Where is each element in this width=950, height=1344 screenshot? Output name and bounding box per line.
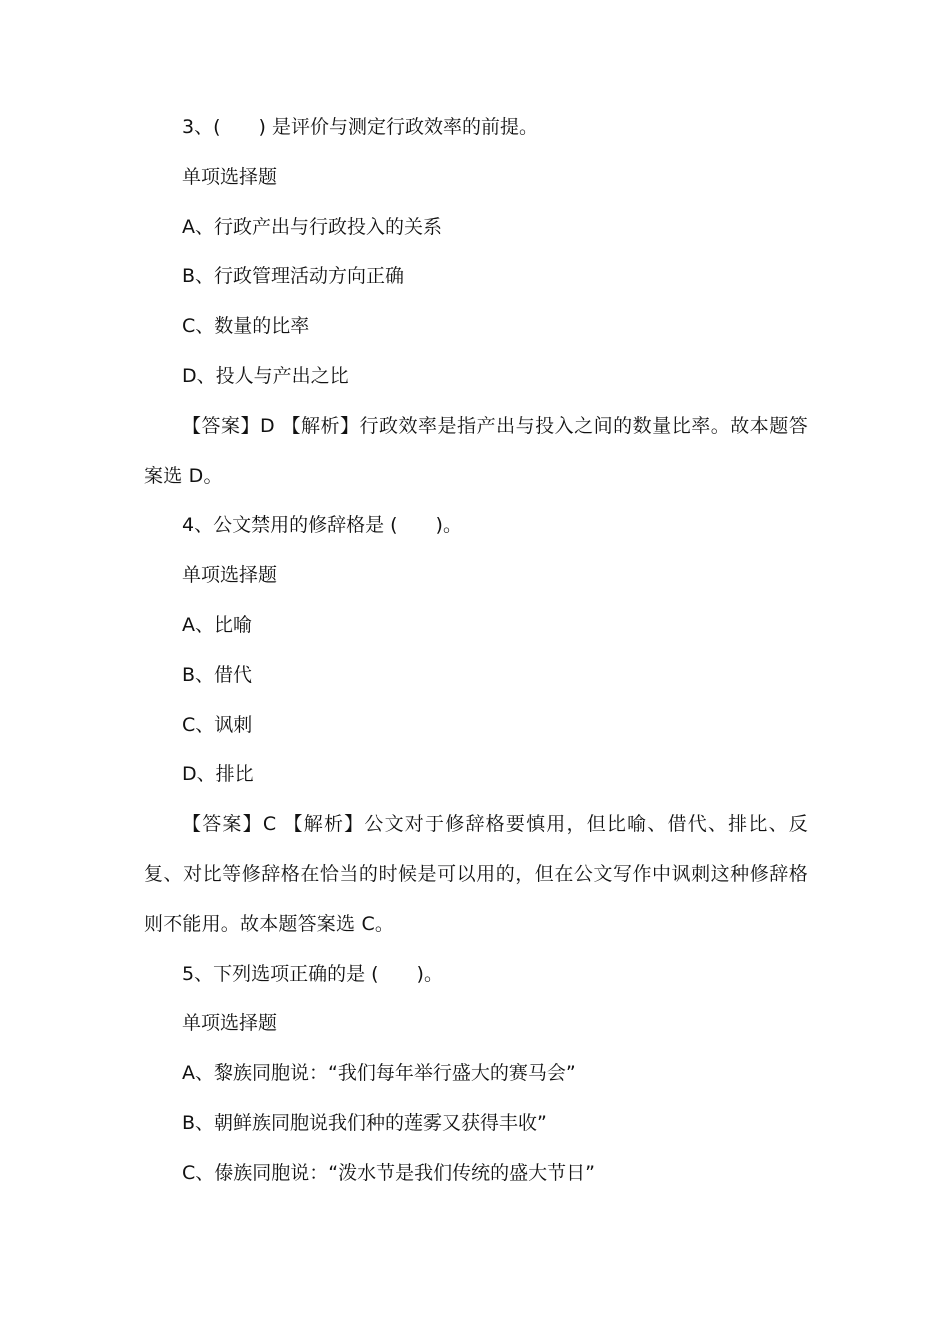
question-5-option-c: C、傣族同胞说：“泼水节是我们传统的盛大节日” — [182, 1161, 595, 1184]
question-4-option-d: D、排比 — [182, 763, 254, 786]
question-3-option-d: D、投人与产出之比 — [182, 364, 349, 387]
question-3-option-a: A、行政产出与行政投入的关系 — [182, 215, 442, 238]
document-body — [144, 103, 808, 1199]
question-5-stem: 5、下列选项正确的是 ( )。 — [182, 962, 443, 985]
question-4-type: 单项选择题 — [182, 564, 278, 587]
question-3-stem: 3、( ) 是评价与测定行政效率的前提。 — [182, 116, 538, 138]
question-5-option-a: A、黎族同胞说：“我们每年举行盛大的赛马会” — [182, 1062, 576, 1085]
question-5-option-b: B、朝鲜族同胞说我们种的莲雾又获得丰收” — [182, 1111, 547, 1134]
question-5-type: 单项选择题 — [182, 1012, 278, 1035]
question-3-answer: 【答案】D 【解析】行政效率是指产出与投入之间的数量比率。故本题答案选 D。 — [144, 414, 808, 487]
question-4-option-b: B、借代 — [182, 663, 253, 686]
question-4-answer: 【答案】C 【解析】公文对于修辞格要慎用，但比喻、借代、排比、反复、对比等修辞格在恰当的时候是可以用的，但在公文写作中讽刺这种修辞格则不能用。故本题答案选 C。 — [144, 813, 808, 935]
question-4-option-c: C、讽刺 — [182, 713, 253, 736]
question-3-type: 单项选择题 — [182, 165, 278, 188]
question-3-option-b: B、行政管理活动方向正确 — [182, 265, 405, 288]
question-4-stem: 4、公文禁用的修辞格是 ( )。 — [182, 514, 462, 537]
question-3-option-c: C、数量的比率 — [182, 315, 310, 338]
question-4-option-a: A、比喻 — [182, 613, 252, 636]
